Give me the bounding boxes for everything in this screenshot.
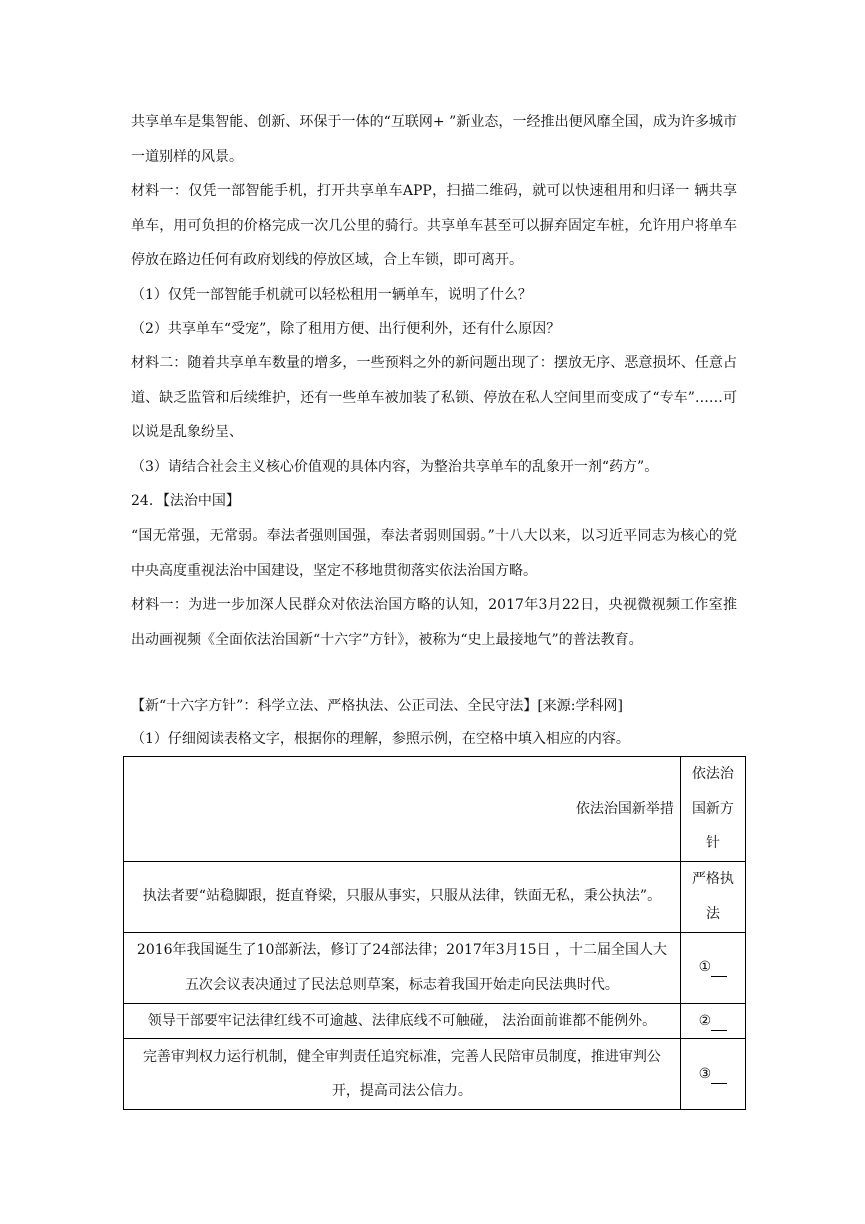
blank-underline	[711, 1065, 727, 1084]
table-header-row	[124, 757, 746, 862]
blank-number: ②	[698, 1012, 712, 1029]
paragraph-material-1: 材料一：仅凭一部智能手机，打开共享单车APP，扫描二维码，就可以快速租用和归译一 辆共享单车，用可负担的价格完成一次几公里的骑行。共享单车甚至可以摒弃固定车桩，允许用户将单车停放在路边任何有政府划线的停放区域，合上车锁，即可离开。	[131, 183, 737, 268]
measure-cell: 完善审判权力运行机制，健全审判责任追究标准，完善人民陪审员制度，推进审判公开，提高司法公信力。	[124, 1039, 681, 1110]
blank-number: ①	[698, 959, 712, 976]
table-row	[124, 1039, 746, 1110]
policy-cell: 严格执法	[680, 861, 745, 932]
policy-table	[123, 756, 746, 1110]
paragraph-material-3: 材料一：为进一步加深人民群众对依法治国方略的认知，2017年3月22日，央视微视频工作室推出动画视频《全面依法治国新“十六字”方针》，被称为“史上最接地气”的普法教育。	[131, 597, 737, 648]
blank-underline	[711, 1012, 727, 1031]
table-row	[124, 861, 746, 932]
header-measure: 依法治国新举措	[124, 757, 681, 862]
question-24-title: 24．【法治中国】	[131, 493, 240, 509]
blank-number: ③	[698, 1065, 712, 1082]
paragraph-material-2: 材料二：随着共享单车数量的增多，一些预料之外的新问题出现了：摆放无序、恶意损坏、任意占道、缺乏监管和后续维护，还有一些单车被加装了私锁、停放在私人空间里而变成了“专车”……可以说是乱象纷呈、	[131, 355, 737, 440]
header-policy: 依法治国新方针	[680, 757, 745, 862]
paragraph-quote: “国无常强，无常弱。奉法者强则国强，奉法者弱则国弱。”十八大以来，以习近平同志为核心的党中央高度重视法治中国建设，坚定不移地贯彻落实依法治国方略。	[131, 528, 737, 579]
measure-cell: 领导干部要牢记法律红线不可逾越、法律底线不可触碰， 法治面前谁都不能例外。	[124, 1003, 681, 1039]
measure-cell: 执法者要“站稳脚跟，挺直脊梁，只服从事实，只服从法律，铁面无私，秉公执法”。	[124, 861, 681, 932]
measure-cell: 2016年我国诞生了10部新法，修订了24部法律；2017年3月15日 ，十二届全国人大五次会议表决通过了民法总则草案，标志着我国开始走向民法典时代。	[124, 932, 681, 1003]
policy-cell-blank[interactable]	[680, 1003, 745, 1039]
question-2: （2）共享单车“受宠”，除了租用方便、出行便利外，还有什么原因？	[131, 321, 561, 337]
policy-cell-blank[interactable]	[680, 1039, 745, 1110]
blank-underline	[711, 958, 727, 977]
question-24-1: （1）仔细阅读表格文字，根据你的理解，参照示例，在空格中填入相应的内容。	[131, 731, 630, 747]
table-row	[124, 1003, 746, 1039]
question-3: （3）请结合社会主义核心价值观的具体内容，为整治共享单车的乱象开一剂“药方”。	[131, 459, 659, 475]
table-row	[124, 932, 746, 1003]
policy-cell-blank[interactable]	[680, 932, 745, 1003]
paragraph-intro: 共享单车是集智能、创新、环保于一体的“互联网+ ”新业态，一经推出便风靡全国，成为许多城市一道别样的风景。	[131, 114, 737, 165]
question-1: （1）仅凭一部智能手机就可以轻松租用一辆单车，说明了什么？	[131, 287, 532, 303]
sixteen-character-policy: 【新“十六字方针”：科学立法、严格执法、公正司法、全民守法】[来源:学科网]	[131, 698, 623, 714]
